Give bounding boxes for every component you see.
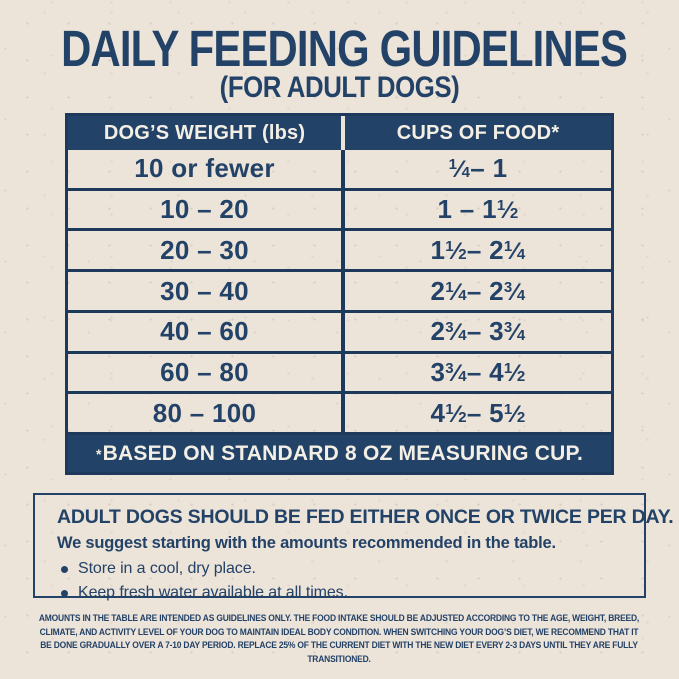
weight-cell: 40 – 60: [68, 313, 345, 351]
cups-cell: 2 $^1$⁄4 – 2 $^3$⁄4: [430, 275, 526, 306]
table-row: [68, 269, 611, 310]
fraction: $^1$⁄4: [445, 278, 467, 306]
cups-cell: 3 $^3$⁄4 – 4 $^1$⁄2: [430, 356, 526, 387]
feeding-table: [65, 113, 614, 475]
weight-cell: 80 – 100: [68, 394, 345, 432]
fraction: $^3$⁄4: [445, 359, 467, 387]
fraction: $^1$⁄4: [503, 237, 526, 265]
bullet-icon: [61, 566, 68, 573]
footnote-asterisk: *: [96, 445, 102, 462]
table-footnote: [68, 432, 611, 472]
header-cell-weight: DOG’S WEIGHT (lbs): [68, 116, 345, 150]
fraction: $^1$⁄2: [445, 400, 467, 428]
fraction: $^3$⁄4: [445, 319, 467, 347]
table-row: [68, 228, 611, 269]
table-row: [68, 150, 611, 188]
weight-cell: 10 or fewer: [68, 150, 345, 188]
fraction: $^1$⁄2: [445, 237, 467, 265]
info-box: [33, 493, 674, 601]
bullet-list: [57, 560, 622, 602]
bullet-item: [57, 560, 622, 578]
fraction: $^1$⁄4: [448, 156, 471, 184]
fraction: $^1$⁄2: [503, 359, 526, 387]
bullet-item: [57, 584, 622, 602]
fraction: $^3$⁄4: [503, 319, 526, 347]
fraction: $^1$⁄2: [503, 400, 526, 428]
weight-cell: 60 – 80: [68, 354, 345, 392]
table-row: [68, 351, 611, 392]
page-title: DAILY FEEDING GUIDELINES: [61, 20, 628, 77]
weight-cell: 30 – 40: [68, 272, 345, 310]
disclaimer-text: AMOUNTS IN THE TABLE ARE INTENDED AS GUIDELINES ONLY. THE FOOD INTAKE SHOULD BE ADJUSTED ACCORDING TO THE AGE, WEIGHT, BREED, CLIMATE, AND ACTIVITY LEVEL OF YOUR DOG TO MAINTAIN IDEAL BODY CONDITION. WHEN SWITCHING YOUR DOG’S DIET, WE RECOMMEND THAT IT BE DONE GRADUALLY OVER A 7-10 DAY PERIOD. REPLACE 25% OF THE CURRENT DIET WITH THE NEW DIET EVERY 2-3 DAYS UNTIL THEY ARE FULLY TRANSITIONED.: [38, 613, 640, 664]
info-subheading: We suggest starting with the amounts recommended in the table.: [57, 534, 556, 552]
bullet-text: Keep fresh water available at all times.: [78, 584, 348, 601]
bullet-text: Store in a cool, dry place.: [78, 560, 256, 577]
cups-cell: 4 $^1$⁄2 – 5 $^1$⁄2: [430, 397, 526, 428]
fraction: $^3$⁄4: [503, 278, 526, 306]
cups-cell: 1 $^1$⁄2 – 2 $^1$⁄4: [430, 234, 526, 265]
table-body: [68, 150, 611, 432]
table-row: [68, 188, 611, 229]
page-subtitle: (FOR ADULT DOGS): [219, 71, 460, 104]
cups-cell: $^1$⁄4 – 1: [448, 153, 508, 184]
header-cell-cups: CUPS OF FOOD*: [396, 121, 560, 144]
bullet-icon: [61, 590, 68, 597]
cups-cell: 2 $^3$⁄4 – 3 $^3$⁄4: [430, 316, 526, 347]
footnote-text: BASED ON STANDARD 8 OZ MEASURING CUP.: [102, 441, 583, 465]
table-row: [68, 391, 611, 432]
weight-cell: 10 – 20: [68, 191, 345, 229]
table-header-row: [68, 116, 611, 150]
weight-cell: 20 – 30: [68, 231, 345, 269]
fraction: $^1$⁄2: [496, 197, 519, 225]
info-heading: ADULT DOGS SHOULD BE FED EITHER ONCE OR TWICE PER DAY.: [57, 506, 674, 528]
cups-cell: 1 – 1 $^1$⁄2: [437, 194, 519, 225]
table-row: [68, 310, 611, 351]
